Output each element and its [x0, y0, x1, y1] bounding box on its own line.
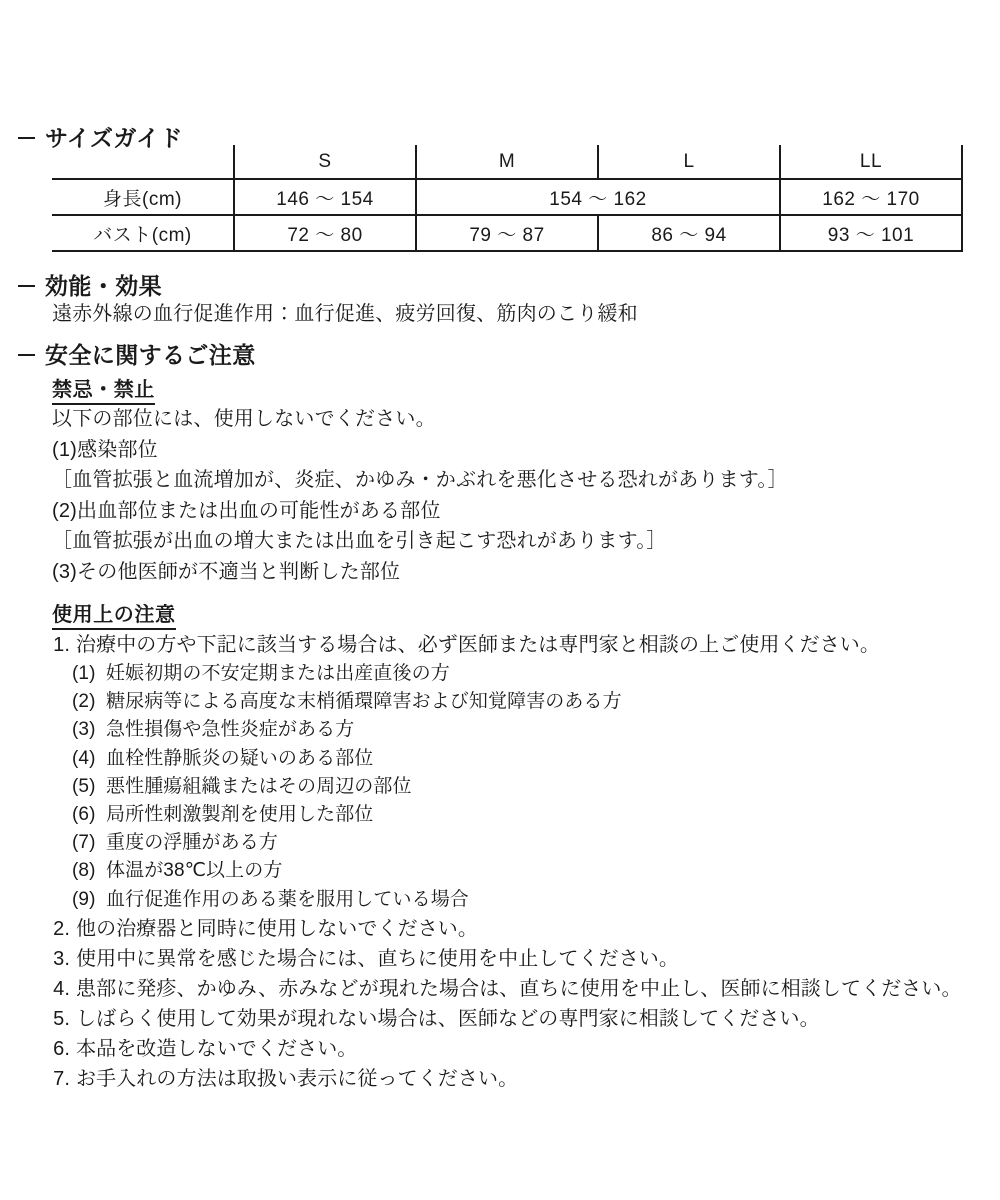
list-item-number: 7. — [53, 1067, 70, 1090]
list-item-number: (9) — [72, 888, 96, 910]
list-item — [44, 630, 962, 660]
usage-subheading: 使用上の注意 — [52, 598, 176, 630]
contraindication-line: ［血管拡張と血流増加が、炎症、かゆみ・かぶれを悪化させる恐れがあります。］ — [52, 469, 788, 491]
safety-heading — [18, 337, 256, 370]
list-item — [44, 974, 962, 1004]
contraindication-line: ［血管拡張が出血の増大または出血を引き起こす恐れがあります。］ — [52, 530, 667, 552]
list-item-number: (6) — [72, 804, 96, 826]
list-item-text: 患部に発疹、かゆみ、赤みなどが現れた場合は、直ちに使用を中止し、医師に相談してください。 — [76, 977, 962, 1000]
list-item-text: 本品を改造しないでください。 — [76, 1037, 358, 1060]
list-item-number: 2. — [53, 917, 70, 940]
dash-bullet-icon — [18, 137, 35, 139]
list-item-text: 治療中の方や下記に該当する場合は、必ず医師または専門家と相談の上ご使用ください。 — [76, 634, 880, 656]
height-value-ll: 162 ～ 170 — [780, 179, 962, 215]
list-item — [72, 886, 962, 914]
list-item-number: (3) — [72, 719, 96, 741]
safety-heading-label: 安全に関するご注意 — [45, 342, 256, 368]
list-item — [72, 857, 962, 885]
list-item-number: (2) — [72, 691, 96, 713]
list-item-number: (1) — [72, 663, 96, 684]
size-column-header-s: S — [234, 145, 416, 179]
efficacy-text: 遠赤外線の血行促進作用：血行促進、疲労回復、筋肉のこり緩和 — [52, 303, 638, 325]
bust-value-m: 79 ～ 87 — [416, 215, 598, 251]
list-item-text: 血栓性静脈炎の疑いのある部位 — [106, 747, 374, 769]
dash-bullet-icon — [18, 354, 35, 356]
list-item — [72, 801, 962, 829]
contraindications-subheading-wrap — [52, 373, 155, 405]
list-item — [72, 745, 962, 773]
list-item — [44, 1064, 962, 1094]
contraindication-line: 以下の部位には、使用しないでください。 — [52, 408, 436, 430]
bust-value-s: 72 ～ 80 — [234, 215, 416, 251]
bust-value-l: 86 ～ 94 — [598, 215, 780, 251]
list-item-number: 5. — [53, 1007, 70, 1030]
list-item-text: 糖尿病等による高度な末梢循環障害および知覚障害のある方 — [106, 691, 622, 713]
list-item-text: 妊娠初期の不安定期または出産直後の方 — [106, 663, 450, 684]
list-item-number: (8) — [72, 860, 96, 882]
size-guide-heading-label: サイズガイド — [45, 125, 183, 151]
size-column-header-m: M — [416, 145, 598, 179]
list-item-number: 1. — [53, 634, 70, 656]
list-item-text: 体温が38℃以上の方 — [106, 860, 283, 882]
row-label-bust: バスト(cm) — [52, 215, 234, 251]
list-item — [72, 688, 962, 716]
contraindication-line: (2)出血部位または出血の可能性がある部位 — [52, 499, 441, 522]
height-value-m-l: 154 ～ 162 — [416, 179, 780, 215]
list-item — [44, 1034, 962, 1064]
list-item — [44, 944, 962, 974]
bust-value-ll: 93 ～ 101 — [780, 215, 962, 251]
list-item-text: 他の治療器と同時に使用しないでください。 — [76, 917, 478, 940]
dash-bullet-icon — [18, 285, 35, 287]
size-table-header-row — [52, 145, 962, 179]
table-row — [52, 179, 962, 215]
list-item-text: 重度の浮腫がある方 — [106, 832, 278, 854]
list-item — [44, 914, 962, 944]
size-guide-table — [52, 145, 963, 252]
list-item-text: しばらく使用して効果が現れない場合は、医師などの専門家に相談してください。 — [76, 1007, 820, 1030]
contraindication-line: (3)その他医師が不適当と判断した部位 — [52, 560, 401, 583]
list-item-number: 4. — [53, 977, 70, 1000]
list-item-text: 悪性腫瘍組織またはその周辺の部位 — [106, 775, 412, 797]
height-value-s: 146 ～ 154 — [234, 179, 416, 215]
list-item — [72, 660, 962, 688]
size-table-corner-cell — [52, 145, 234, 179]
list-item-text: 急性損傷や急性炎症がある方 — [106, 719, 355, 741]
list-item-number: (7) — [72, 832, 96, 854]
list-item — [44, 1004, 962, 1034]
size-column-header-ll: LL — [780, 145, 962, 179]
list-item-number: 6. — [53, 1037, 70, 1060]
list-item-number: 3. — [53, 947, 70, 970]
usage-precautions-list — [44, 630, 962, 1094]
contraindications-subheading: 禁忌・禁止 — [52, 373, 155, 405]
list-item-number: (4) — [72, 747, 96, 769]
list-item-text: 使用中に異常を感じた場合には、直ちに使用を中止してください。 — [76, 947, 679, 970]
row-label-height: 身長(cm) — [52, 179, 234, 215]
table-row — [52, 215, 962, 251]
size-column-header-l: L — [598, 145, 780, 179]
efficacy-heading-label: 効能・効果 — [45, 273, 162, 299]
list-item-text: 局所性刺激製剤を使用した部位 — [106, 804, 374, 826]
list-item-text: 血行促進作用のある薬を服用している場合 — [106, 888, 469, 910]
contraindication-line: (1)感染部位 — [52, 438, 158, 461]
list-item-text: お手入れの方法は取扱い表示に従ってください。 — [76, 1067, 519, 1090]
list-item — [72, 829, 962, 857]
usage-sub-list — [72, 660, 962, 914]
usage-subheading-wrap — [52, 598, 176, 630]
contraindications-list — [52, 404, 788, 587]
list-item — [72, 773, 962, 801]
list-item — [72, 716, 962, 744]
list-item-number: (5) — [72, 775, 96, 797]
